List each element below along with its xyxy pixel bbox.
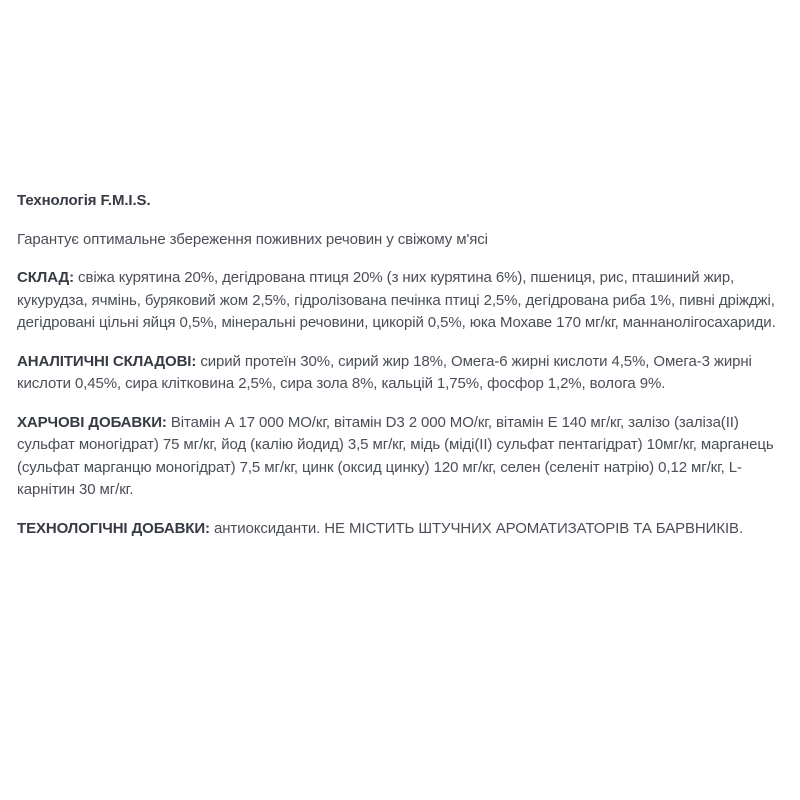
analytical-constituents-paragraph — [17, 351, 787, 396]
technology-title: Технологія F.M.I.S. — [17, 192, 151, 209]
analytical-constituents-label: АНАЛІТИЧНІ СКЛАДОВІ: — [17, 352, 197, 370]
nutritional-additives-paragraph — [17, 412, 787, 502]
nutritional-additives-label: ХАРЧОВІ ДОБАВКИ: — [17, 413, 167, 431]
technology-description: Гарантує оптимальне збереження поживних речовин у свіжому м'ясі — [17, 230, 488, 248]
composition-paragraph — [17, 267, 787, 335]
composition-label: СКЛАД: — [17, 269, 74, 286]
technological-additives-paragraph — [17, 518, 787, 541]
composition-text: свіжа курятина 20%, дегідрована птиця 20% (з них курятина 6%), пшениця, рис, пташиний жир, кукурудза, ячмінь, буряковий жом 2,5%, гідролізована печінка птиці 2,5%, дегідрована риба 1%, пивні дріжджі, дегідровані цільні яйця 0,5%, мінеральні речовини, цикорій 0,5%, юка Мохаве 170 мг/кг, маннанолігосахариди. — [17, 269, 776, 331]
analytical-constituents-text: сирий протеїн 30%, сирий жир 18%, Омега-6 жирні кислоти 4,5%, Омега-3 жирні кислоти 0,45%, сира клітковина 2,5%, сира зола 8%, кальцій 1,75%, фосфор 1,2%, волога 9%. — [17, 352, 752, 392]
product-description — [17, 190, 787, 556]
technological-additives-text: антиоксиданти. НЕ МІСТИТЬ ШТУЧНИХ АРОМАТИЗАТОРІВ ТА БАРВНИКІВ. — [209, 519, 744, 537]
nutritional-additives-text: Вітамін А 17 000 МО/кг, вітамін D3 2 000 МО/кг, вітамін Е 140 мг/кг, залізо (заліза(II) сульфат моногідрат) 75 мг/кг, йод (калію йодид) 3,5 мг/кг, мідь (міді(II) сульфат пентагідрат) 10мг/кг, марганець (сульфат марганцю моногідрат) 7,5 мг/кг, цинк (оксид цинку) 120 мг/кг, селен (селеніт натрію) 0,12 мг/кг, L-карнітин 30 мг/кг. — [17, 413, 774, 498]
technological-additives-label: ТЕХНОЛОГІЧНІ ДОБАВКИ: — [17, 519, 210, 537]
